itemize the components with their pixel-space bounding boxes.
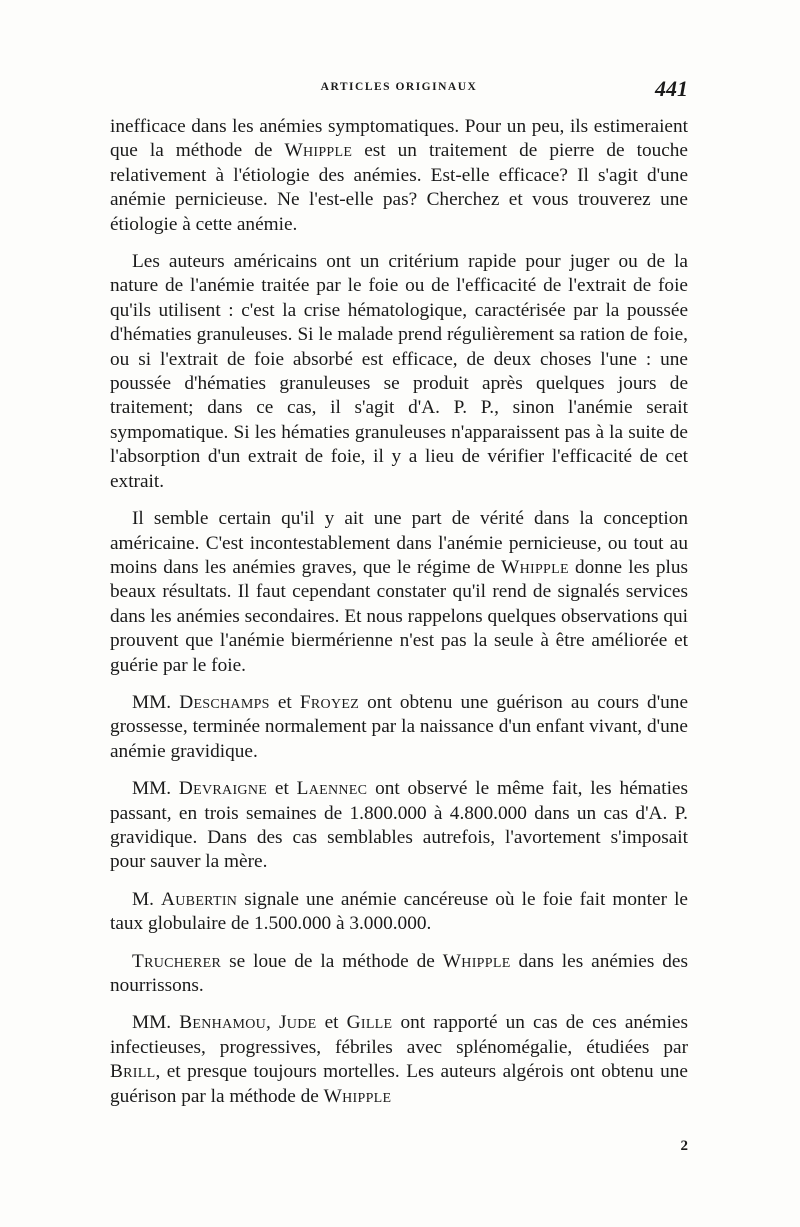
author-name: Devraigne bbox=[178, 778, 268, 800]
paragraph-3: Il semble certain qu'il y ait une part de vérité dans la conception américaine. C'est incontestablement dans l'anémie pernicieuse, ou tout au moins dans les anémies graves, que le régime de Whipple donne les plus beaux résultats. Il faut cependant constater qu'il rend de signalés services dans les anémies secondaires. Et nous rappelons quelques observations qui prouvent que l'anémie biermérienne n'est pas la seule à être améliorée et guérie par le foie. bbox=[110, 508, 688, 676]
author-name: Benhamou bbox=[179, 1012, 267, 1034]
author-name: Jude bbox=[279, 1012, 317, 1034]
paragraph-2: Les auteurs américains ont un critérium rapide pour juger ou de la nature de l'anémie traitée par le foie ou de l'efficacité de l'extrait de foie qu'ils utilisent : c'est la crise hématologique, caractérisée par la poussée d'hématies granuleuses. Si le malade prend régulièrement sa ration de foie, ou si l'extrait de foie absorbé est efficace, de deux choses l'une : une poussée d'hématies granuleuses se produit après quelques jours de traitement; dans ce cas, il s'agit d'A. P. P., sinon l'anémie serait sympomatique. Si les hématies granuleuses n'apparaissent pas à la suite de l'absorption d'un extrait de foie, il y a lieu de vérifier l'efficacité de cet extrait. bbox=[110, 251, 688, 492]
paragraph-4: MM. Deschamps et Froyez ont obtenu une guérison au cours d'une grossesse, terminée normalement par la naissance d'un enfant vivant, d'une anémie gravidique. bbox=[110, 691, 689, 762]
running-title: ARTICLES ORIGINAUX bbox=[320, 81, 478, 93]
author-name: Trucherer bbox=[132, 950, 222, 972]
author-name: Deschamps bbox=[179, 691, 270, 713]
signature-mark: 2 bbox=[680, 1138, 688, 1154]
body-text bbox=[110, 115, 688, 1109]
author-name: Froyez bbox=[299, 691, 360, 713]
paragraph-1: inefficace dans les anémies symptomatiques. Pour un peu, ils estimeraient que la méthode de Whipple est un traitement de pierre de touche relativement à l'étiologie des anémies. Est-elle efficace? Il s'agit d'une anémie pernicieuse. Ne l'est-elle pas? Cherchez et vous trouverez une étiologie à cette anémie. bbox=[110, 116, 688, 235]
author-name: Whipple bbox=[284, 140, 353, 162]
paragraph-8: MM. Benhamou, Jude et Gille ont rapporté un cas de ces anémies infectieuses, progressives, fébriles avec splénomégalie, étudiées par Brill, et presque toujours mortelles. Les auteurs algérois ont obtenu une guérison par la méthode de Whipple bbox=[110, 1012, 688, 1107]
running-head bbox=[110, 78, 688, 100]
page-number: 441 bbox=[655, 76, 688, 101]
paragraph-7: Trucherer se loue de la méthode de Whipple dans les anémies des nourrissons. bbox=[110, 950, 688, 996]
author-name: Laennec bbox=[296, 778, 368, 800]
paragraph-6: M. Aubertin signale une anémie cancéreuse où le foie fait monter le taux globulaire de 1.500.000 à 3.000.000. bbox=[110, 888, 688, 935]
author-name: Whipple bbox=[501, 556, 569, 578]
author-name: Brill bbox=[110, 1061, 156, 1083]
author-name: Aubertin bbox=[161, 888, 238, 910]
author-name: Whipple bbox=[442, 950, 511, 972]
paragraph-5: MM. Devraigne et Laennec ont observé le même fait, les hématies passant, en trois semaines de 1.800.000 à 4.800.000 dans un cas d'A. P. gravidique. Dans des cas semblables autrefois, l'avortement s'imposait pour sauver la mère. bbox=[110, 778, 688, 873]
author-name: Gille bbox=[346, 1012, 393, 1034]
author-name: Whipple bbox=[323, 1085, 392, 1107]
